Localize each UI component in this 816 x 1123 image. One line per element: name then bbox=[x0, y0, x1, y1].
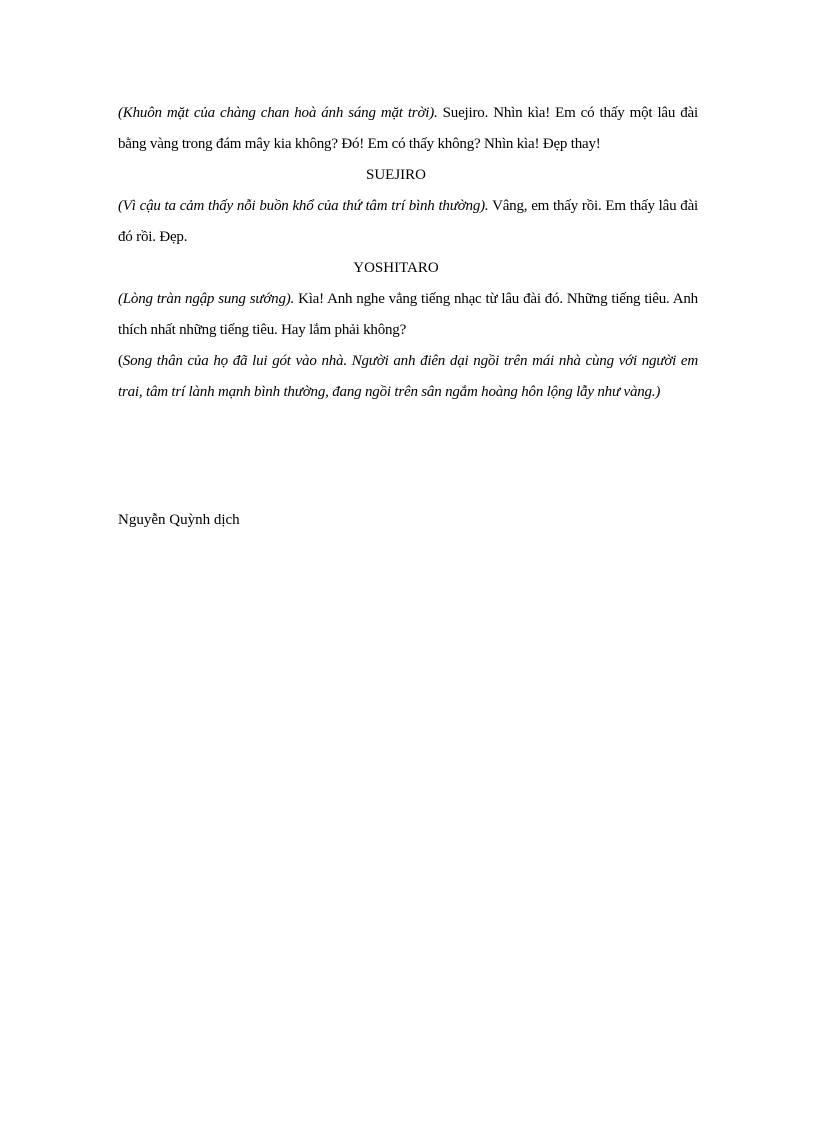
dialogue-text: Suejiro. Nhìn kìa! Em có thấy một lâu đài bằng vàng trong đám mây kia không? Đó! Em có thấy không? Nhìn kìa! Đẹp thay! bbox=[118, 105, 698, 152]
speaker-name-yoshitaro: YOSHITARO bbox=[353, 260, 439, 276]
translator-credit: Nguyễn Quỳnh dịch bbox=[118, 512, 240, 528]
dialogue-yoshitaro-1 bbox=[118, 98, 698, 160]
dialogue-text: Vâng, em thấy rồi. Em thấy lâu đài đó rồi. Đẹp. bbox=[118, 198, 698, 245]
stage-direction: (Vì cậu ta cảm thấy nỗi buồn khổ của thứ tâm trí bình thường). bbox=[118, 198, 489, 214]
dialogue-text: Kìa! Anh nghe vẳng tiếng nhạc từ lâu đài đó. Những tiếng tiêu. Anh thích nhất những tiếng tiêu. Hay lắm phải không? bbox=[118, 291, 698, 338]
stage-direction: (Khuôn mặt của chàng chan hoà ánh sáng mặt trời). bbox=[118, 105, 438, 121]
play-text bbox=[118, 98, 698, 408]
stage-direction: Song thân của họ đã lui gót vào nhà. Người anh điên dại ngồi trên mái nhà cùng với người em trai, tâm trí lành mạnh bình thường, đang ngồi trên sân ngắm hoàng hôn lộng lẫy như vàng.) bbox=[118, 353, 698, 400]
dialogue-suejiro bbox=[118, 191, 698, 253]
open-paren: ( bbox=[118, 353, 123, 369]
stage-direction: (Lòng tràn ngập sung sướng). bbox=[118, 291, 295, 307]
speaker-name-suejiro: SUEJIRO bbox=[365, 167, 426, 183]
dialogue-yoshitaro-2 bbox=[118, 284, 698, 346]
closing-stage-direction bbox=[118, 346, 698, 408]
